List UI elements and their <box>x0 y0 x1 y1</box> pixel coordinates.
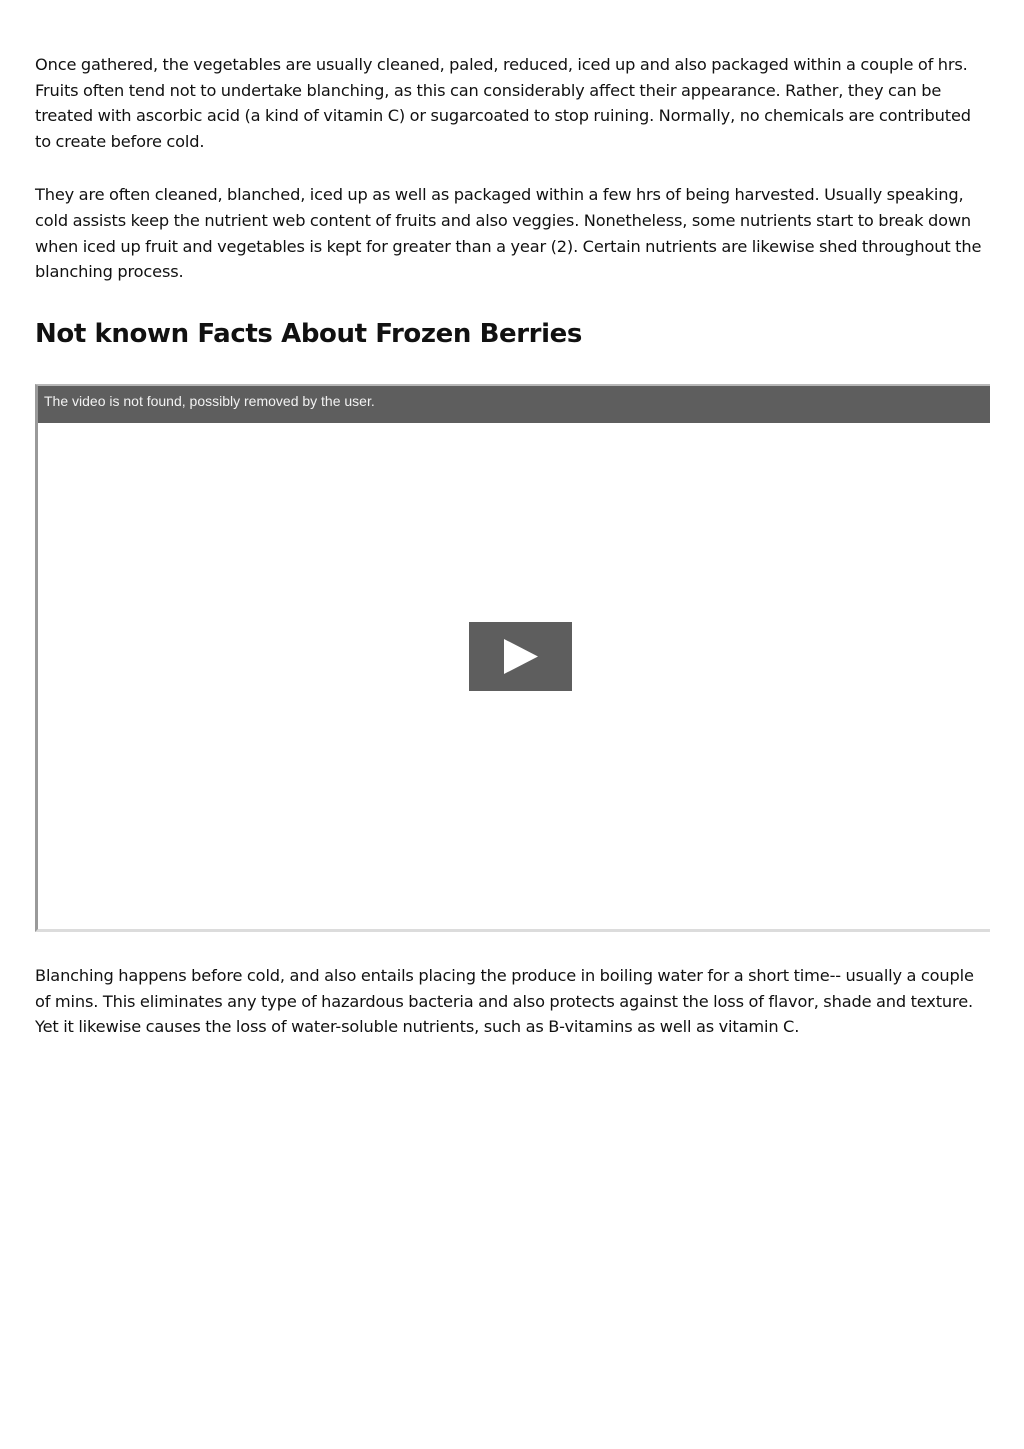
play-icon <box>504 639 538 674</box>
video-error-message: The video is not found, possibly removed by the user. <box>44 393 375 409</box>
play-button[interactable] <box>469 622 572 691</box>
section-heading: Not known Facts About Frozen Berries <box>35 318 582 349</box>
paragraph: Blanching happens before cold, and also entails placing the produce in boiling water for a short time-- usually a couple of mins. This eliminates any type of hazardous bacteria and also protects against the loss of flavor, shade and texture. Yet it likewise causes the loss of water-soluble nutrients, such as B-vitamins as well as vitamin C. <box>35 966 974 1037</box>
video-embed[interactable] <box>35 384 990 932</box>
paragraph: They are often cleaned, blanched, iced up as well as packaged within a few hrs of being harvested. Usually speaking, cold assists keep the nutrient web content of fruits and also veggies. Nonetheless, some nutrients start to break down when iced up fruit and vegetables is kept for greater than a year (2). Certain nutrients are likewise shed throughout the blanching process. <box>35 185 982 282</box>
article-footer-text <box>35 963 991 1040</box>
article-body <box>35 52 991 351</box>
video-title-bar <box>38 386 990 423</box>
paragraph: Once gathered, the vegetables are usually cleaned, paled, reduced, iced up and also packaged within a couple of hrs. Fruits often tend not to undertake blanching, as this can considerably affect their appearance. Rather, they can be treated with ascorbic acid (a kind of vitamin C) or sugarcoated to stop ruining. Normally, no chemicals are contributed to create before cold. <box>35 55 971 151</box>
